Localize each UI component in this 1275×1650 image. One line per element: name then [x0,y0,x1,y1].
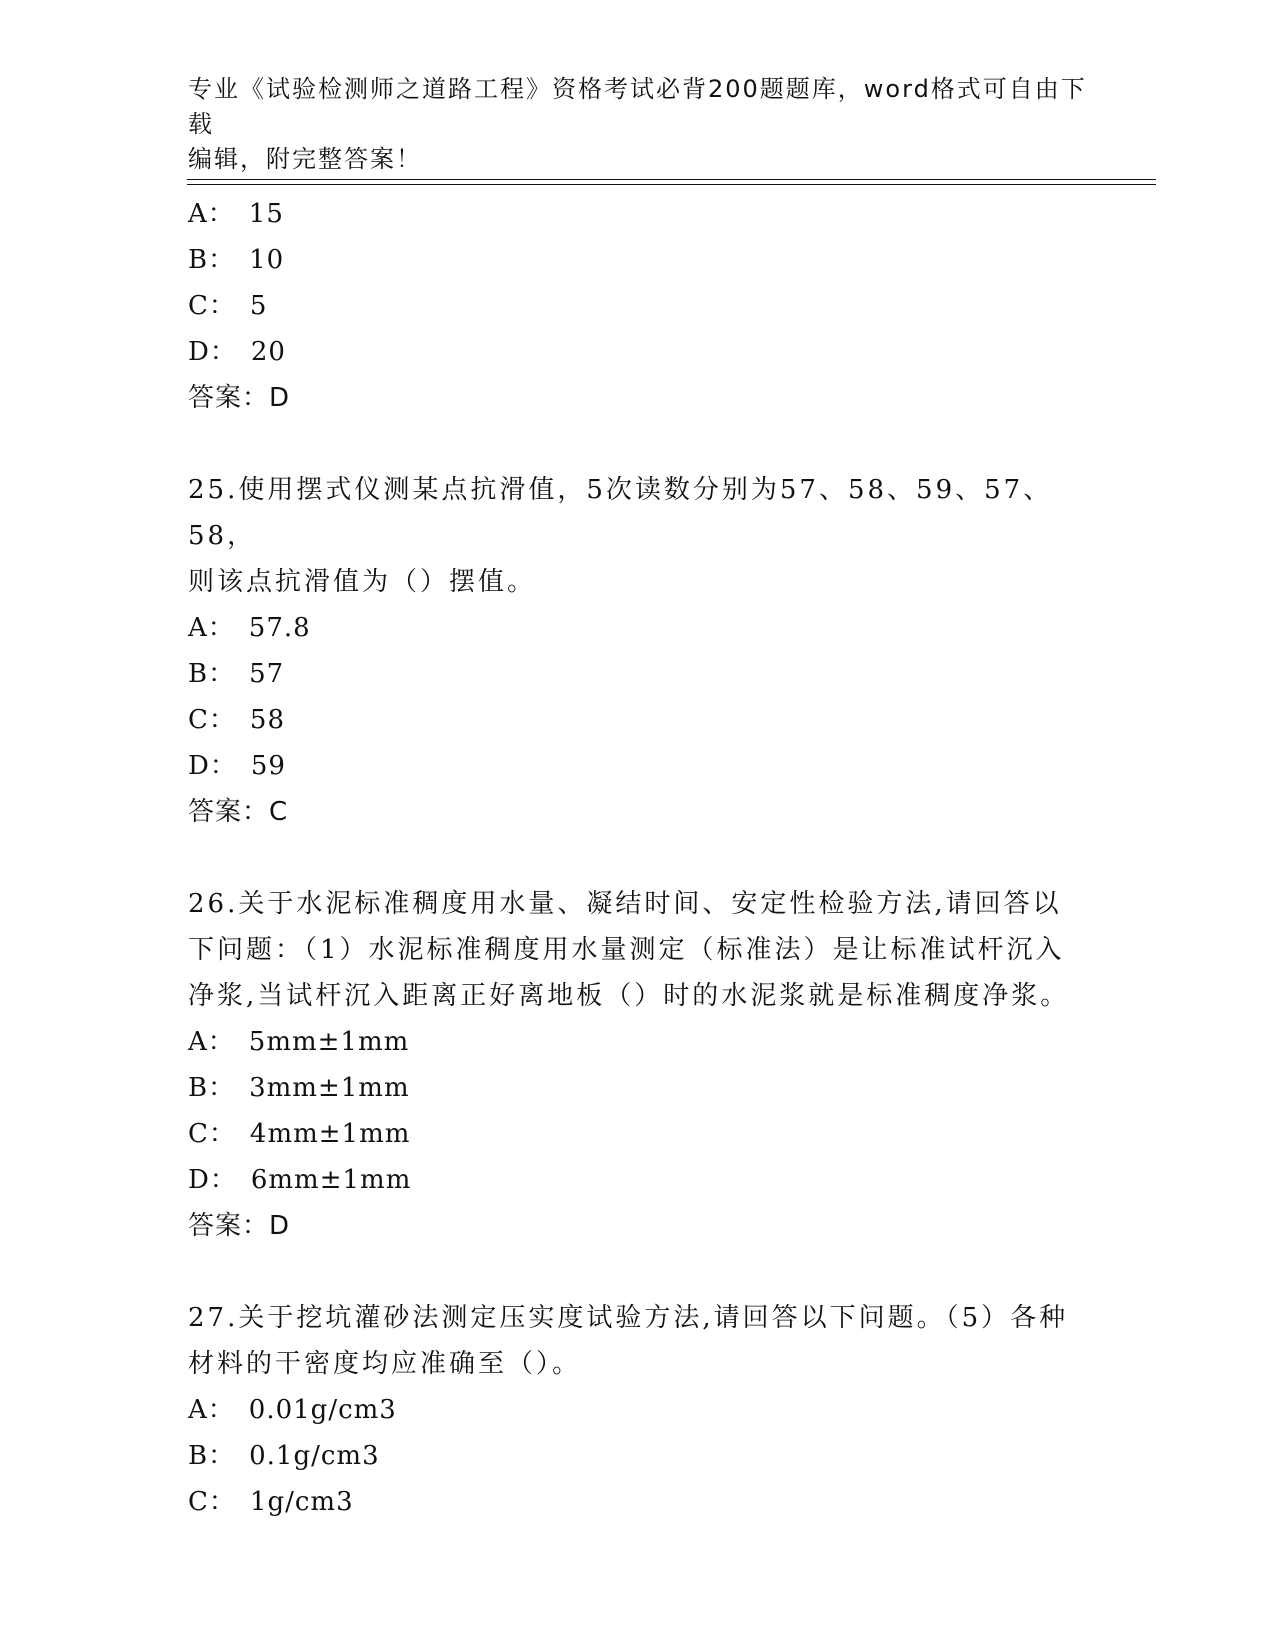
question-24-continued [188,191,1088,421]
option-d: D： 59 [188,751,286,781]
question-text: 26.关于水泥标准稠度用水量、凝结时间、安定性检验方法,请回答以 下问题：（1）水泥标准稠度用水量测定（标准法）是让标准试杆沉入 净浆,当试杆沉入距离正好离地板（）时的水泥浆就是标准稠度净浆。 [188,889,1070,1011]
option-c: C： 1g/cm3 [188,1487,354,1517]
option-b: B： 10 [188,245,285,275]
option-b: B： 0.1g/cm3 [188,1441,380,1471]
option-d: D： 20 [188,337,286,367]
option-c: C： 5 [188,291,268,321]
header-divider-bottom [187,184,1156,185]
option-b: B： 57 [188,659,285,689]
question-text: 25.使用摆式仪测某点抗滑值，5次读数分别为57、58、59、57、58， 则该点抗滑值为（）摆值。 [188,475,1053,597]
header-line-2: 编辑，附完整答案！ [188,145,422,173]
option-c: C： 58 [188,705,285,735]
option-a: A： 5mm±1mm [188,1027,410,1057]
question-list [188,191,1088,1525]
option-a: A： 57.8 [188,613,311,643]
header-line-1: 专业《试验检测师之道路工程》资格考试必背200题题库，word格式可自由下载 [188,75,1087,138]
question-text: 27.关于挖坑灌砂法测定压实度试验方法,请回答以下问题。（5）各种 材料的干密度均应准确至（）。 [188,1303,1069,1379]
answer-line: 答案：C [188,797,289,827]
header-divider-top [187,179,1156,180]
answer-line: 答案：D [188,1211,291,1241]
answer-line: 答案：D [188,383,291,413]
option-d: D： 6mm±1mm [188,1165,412,1195]
option-a: A： 0.01g/cm3 [188,1395,397,1425]
option-a: A： 15 [188,199,284,229]
question-27 [188,1295,1088,1525]
option-b: B： 3mm±1mm [188,1073,410,1103]
question-25 [188,467,1088,835]
option-c: C： 4mm±1mm [188,1119,411,1149]
document-header [188,72,1088,177]
question-26 [188,881,1088,1249]
